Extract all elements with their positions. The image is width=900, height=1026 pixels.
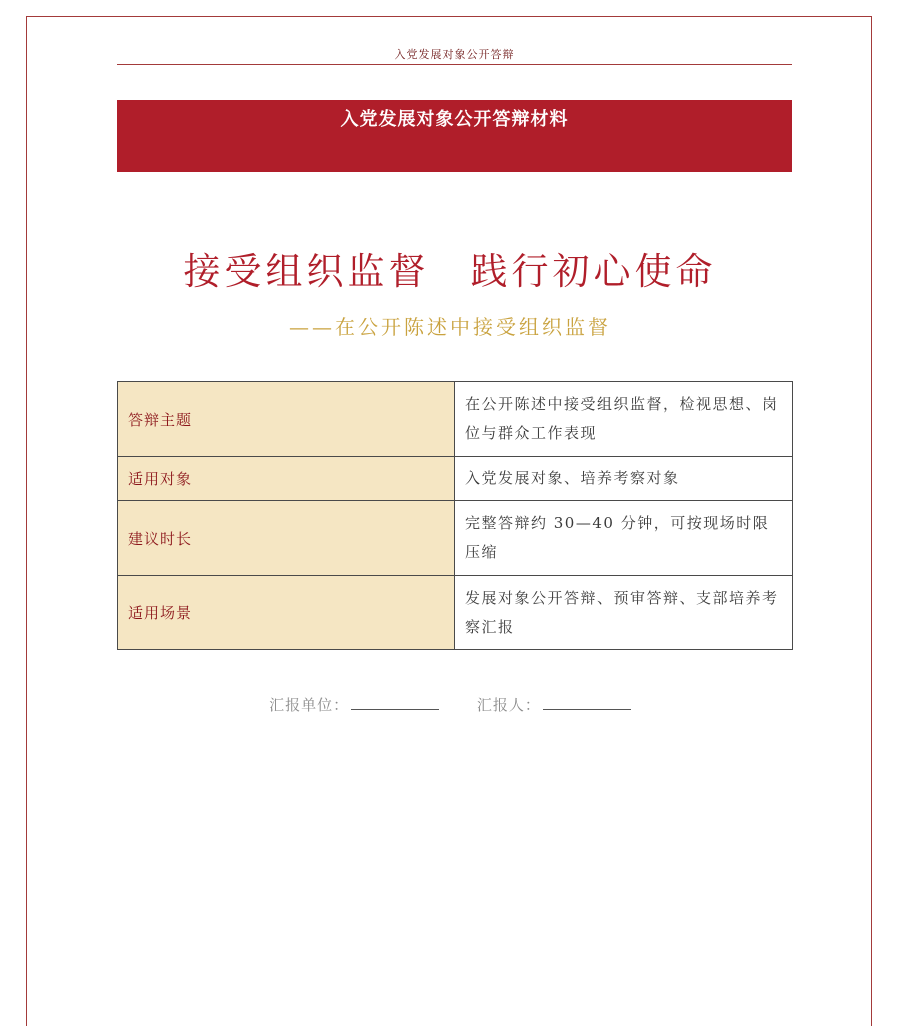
reporter-field xyxy=(477,694,631,715)
header-divider xyxy=(117,64,792,65)
unit-field xyxy=(269,694,439,715)
title-banner xyxy=(117,100,792,172)
subtitle: ——在公开陈述中接受组织监督 xyxy=(289,315,611,339)
row-label-audience: 适用对象 xyxy=(118,457,455,501)
info-table xyxy=(117,381,793,650)
row-label-duration: 建议时长 xyxy=(118,501,455,576)
row-value-topic: 在公开陈述中接受组织监督，检视思想、岗位与群众工作表现 xyxy=(455,382,793,457)
table-row xyxy=(118,576,793,650)
document-page xyxy=(26,16,872,1026)
row-label-scenario: 适用场景 xyxy=(118,576,455,650)
table-row xyxy=(118,382,793,457)
reporter-label: 汇报人： xyxy=(476,696,541,714)
row-value-scenario: 发展对象公开答辩、预审答辩、支部培养考察汇报 xyxy=(455,576,793,650)
unit-label: 汇报单位： xyxy=(269,696,350,714)
row-value-audience: 入党发展对象、培养考察对象 xyxy=(455,457,793,501)
table-row xyxy=(118,501,793,576)
reporter-blank xyxy=(543,695,631,710)
running-header: 入党发展对象公开答辩 xyxy=(394,48,515,61)
unit-blank xyxy=(351,695,439,710)
main-title: 接受组织监督 践行初心使命 xyxy=(183,250,717,293)
banner-title: 入党发展对象公开答辩材料 xyxy=(340,109,569,130)
table-row xyxy=(118,457,793,501)
row-value-duration: 完整答辩约 30—40 分钟，可按现场时限压缩 xyxy=(455,501,793,576)
row-label-topic: 答辩主题 xyxy=(118,382,455,457)
signature-line xyxy=(27,694,873,715)
